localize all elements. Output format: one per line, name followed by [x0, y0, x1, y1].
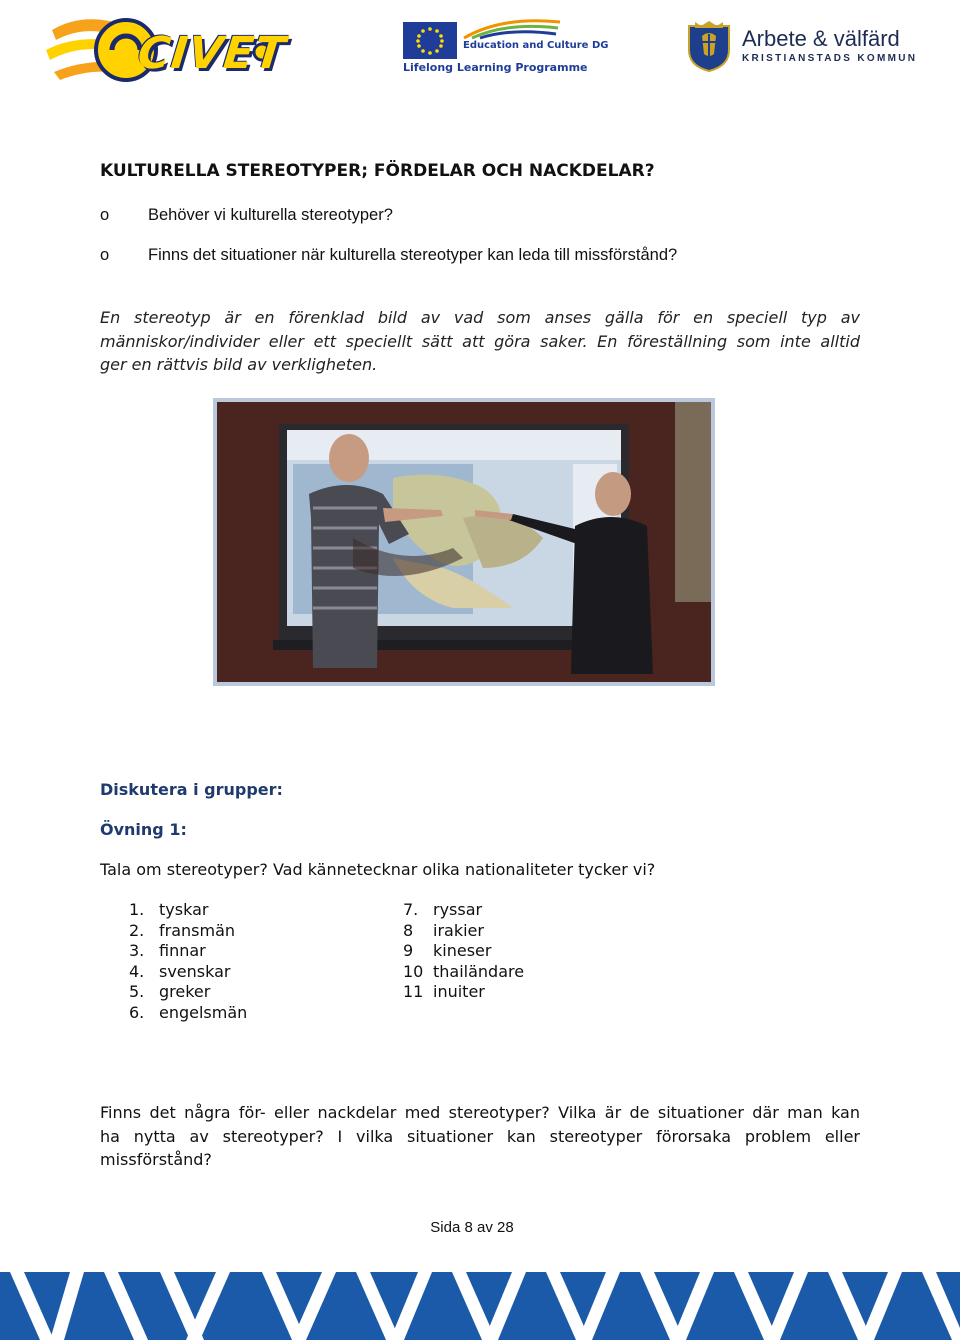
kristianstad-crest-icon: [686, 20, 732, 72]
list-item: 11 inuiter: [403, 982, 485, 1001]
paragraph-line: ha nytta av stereotyper? I vilka situationer kan stereotyper förorsaka problem eller: [100, 1126, 860, 1146]
bullet-marker: o: [100, 246, 110, 264]
list-item: 2. fransmän: [129, 920, 236, 940]
list-item: 8 irakier: [403, 920, 484, 940]
discussion-paragraph: [100, 1101, 860, 1172]
llp-label: Lifelong Learning Programme: [403, 61, 588, 74]
list-item: 7. ryssar: [403, 900, 483, 919]
eu-swoosh-icon: [462, 16, 562, 40]
eu-program-label: Education and Culture DG: [463, 40, 609, 51]
discuss-heading: Diskutera i grupper:: [100, 780, 283, 799]
list-item: 6. engelsmän: [129, 1002, 248, 1022]
civet-logo-text: CIVET: [135, 28, 289, 79]
paragraph-line: Finns det några för- eller nackdelar med stereotyper? Vilka är de situationer där man kan: [100, 1103, 860, 1122]
paragraph-line: människor/individer eller ett speciellt sätt att göra saker. En föreställning som inte alltid: [100, 331, 860, 351]
municipality-title: Arbete & välfärd: [742, 26, 900, 51]
civet-logo: [42, 10, 289, 90]
bullet-text: Finns det situationer när kulturella stereotyper kan leda till missförstånd?: [148, 246, 678, 264]
bullet-marker: o: [100, 206, 110, 224]
bullet-text: Behöver vi kulturella stereotyper?: [148, 206, 393, 224]
footer-pattern-band: [0, 1272, 960, 1340]
classroom-photo: [213, 398, 715, 686]
exercise-heading: Övning 1:: [100, 820, 187, 839]
list-item: 1. tyskar: [129, 900, 209, 919]
eu-flag-icon: [403, 22, 457, 59]
paragraph-line: missförstånd?: [100, 1150, 212, 1169]
municipality-subtitle: KRISTIANSTADS KOMMUN: [742, 53, 918, 64]
page-number: Sida 8 av 28: [430, 1219, 514, 1236]
list-item: [100, 206, 393, 225]
nationality-list-right: [403, 900, 524, 1003]
list-item: 3. finnar: [129, 941, 206, 960]
page-title: KULTURELLA STEREOTYPER; FÖRDELAR OCH NACKDELAR?: [100, 161, 655, 181]
definition-paragraph: [100, 306, 860, 377]
list-item: 10 thailändare: [403, 961, 525, 981]
list-item: [100, 246, 677, 265]
list-item: 9 kineser: [403, 941, 492, 960]
paragraph-line: ger en rättvis bild av verkligheten.: [100, 355, 378, 374]
paragraph-line: En stereotyp är en förenklad bild av vad som anses gälla för en speciell typ av: [100, 308, 860, 327]
list-item: 5. greker: [129, 982, 211, 1001]
exercise-question: Tala om stereotyper? Vad kännetecknar olika nationaliteter tycker vi?: [100, 860, 656, 879]
nationality-list-left: [129, 900, 247, 1023]
list-item: 4. svenskar: [129, 961, 231, 981]
